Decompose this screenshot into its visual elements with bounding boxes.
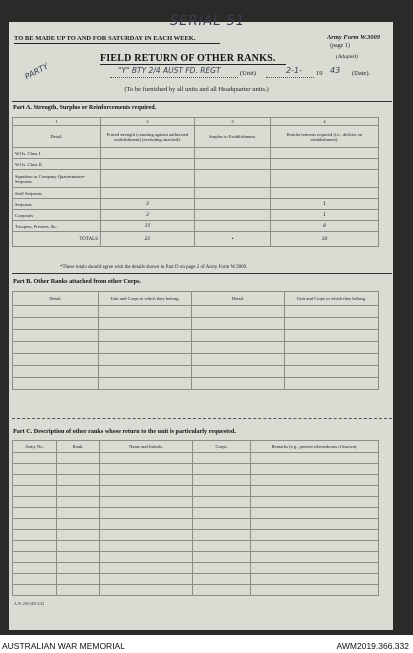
- print-code: A.W. 256 SEA 2/42: [14, 602, 45, 606]
- col-header: Detail.: [192, 292, 285, 306]
- row-detail: Troopers, Privates, &c.: [13, 221, 101, 232]
- table-row: [13, 159, 379, 170]
- col-header: Unit and Corps to which they belong.: [285, 292, 379, 306]
- row-detail: Squadron or Company Quartermaster-Serjeants: [13, 170, 101, 188]
- col-header: Remarks (e.g., present whereabouts if known).: [251, 441, 379, 453]
- surplus-cell: [195, 170, 271, 188]
- row-detail: Serjeants: [13, 199, 101, 210]
- table-row: [13, 188, 379, 199]
- surplus-cell: [195, 188, 271, 199]
- tear-line: [12, 418, 392, 419]
- instruction-underline: [14, 43, 220, 44]
- surplus-cell: [195, 159, 271, 170]
- table-row: [13, 330, 379, 342]
- totals-posted: 21: [101, 232, 195, 247]
- reinf-cell: [271, 170, 379, 188]
- part-b-rule: [12, 273, 392, 274]
- table-row: [13, 552, 379, 563]
- year-prefix: 19: [316, 70, 323, 77]
- col-header: Posted strength (counting against authorised establishment) (excluding attached).: [101, 126, 195, 148]
- title-underline: [100, 64, 286, 65]
- table-row: [13, 519, 379, 530]
- col-header: Surplus to Establishment.: [195, 126, 271, 148]
- surplus-cell: [195, 199, 271, 210]
- party-annotation: PARTY: [23, 61, 50, 82]
- table-row: [13, 563, 379, 574]
- table-row: [13, 585, 379, 596]
- surplus-cell: [195, 148, 271, 159]
- col-header: Army No.: [13, 441, 57, 453]
- table-row: [13, 148, 379, 159]
- totals-reinf: 10: [271, 232, 379, 247]
- unit-dotline: [110, 77, 238, 78]
- table-row: [13, 342, 379, 354]
- table-row: [13, 306, 379, 318]
- furnish-note: (To be furnished by all units and all Headquarter units.): [124, 86, 269, 93]
- table-row: [13, 497, 379, 508]
- part-c-heading: Part C. Description of other ranks whose return to the unit is particularly requested.: [13, 428, 236, 435]
- table-row: [13, 354, 379, 366]
- unit-entry: "Y" BTY 2/4 AUST FD. REGT: [118, 66, 221, 75]
- surplus-cell: [195, 210, 271, 221]
- posted-cell: [101, 159, 195, 170]
- posted-cell: 3: [101, 199, 195, 210]
- table-row: [13, 486, 379, 497]
- instruction-line: TO BE MADE UP TO AND FOR SATURDAY IN EACH WEEK.: [14, 35, 196, 42]
- archive-accession: AWM2019.366.332: [336, 641, 409, 651]
- table-row: [13, 453, 379, 464]
- part-b-heading: Part B. Other Ranks attached from other Corps.: [13, 278, 142, 285]
- form-title: FIELD RETURN OF OTHER RANKS.: [100, 53, 276, 64]
- col-header: Detail.: [13, 292, 99, 306]
- posted-cell: 15: [101, 221, 195, 232]
- totals-surplus: •: [195, 232, 271, 247]
- table-row: [13, 464, 379, 475]
- table-row: [13, 530, 379, 541]
- table-row: [13, 541, 379, 552]
- table-row: [13, 210, 379, 221]
- surplus-cell: [195, 221, 271, 232]
- reinf-cell: 1: [271, 199, 379, 210]
- col-number: 2: [101, 118, 195, 126]
- table-row: [13, 221, 379, 232]
- table-row: [13, 366, 379, 378]
- col-header: Name and Initials.: [100, 441, 193, 453]
- part-a-rule: [12, 101, 392, 102]
- col-header: Corps.: [193, 441, 251, 453]
- col-header: Detail.: [13, 126, 101, 148]
- form-id: Army Form W.3009: [326, 34, 380, 41]
- posted-cell: 3: [101, 210, 195, 221]
- col-header: Rank.: [57, 441, 100, 453]
- reinf-cell: [271, 148, 379, 159]
- part-c-table: [12, 440, 379, 596]
- row-detail: Staff Serjeants: [13, 188, 101, 199]
- totals-label: TOTALS: [13, 232, 101, 247]
- reinf-cell: [271, 159, 379, 170]
- col-header: Reinforcements required (i.e., deficits on establishment).: [271, 126, 379, 148]
- row-detail: W.Os. Class II.: [13, 159, 101, 170]
- date-entry: 2-1-: [286, 66, 302, 75]
- posted-cell: [101, 188, 195, 199]
- date-dotline: [266, 77, 314, 78]
- col-number: 3: [195, 118, 271, 126]
- reinf-cell: 8: [271, 221, 379, 232]
- reinf-cell: [271, 188, 379, 199]
- col-number: 4: [271, 118, 379, 126]
- part-b-table: [12, 291, 379, 390]
- totals-footnote: *These totals should agree with the details shown in Part D on page 2 of Army Form W.3009.: [60, 265, 248, 270]
- table-row: [13, 475, 379, 486]
- reinf-cell: 1: [271, 210, 379, 221]
- col-header: Unit and Corps to which they belong.: [99, 292, 192, 306]
- page-number: (page 1): [330, 43, 350, 49]
- adapted-label: (Adapted): [336, 54, 358, 60]
- table-row: [13, 574, 379, 585]
- part-a-heading: Part A. Strength, Surplus or Reinforcements required.: [13, 104, 157, 111]
- totals-row: [13, 232, 379, 247]
- part-a-table: [12, 117, 379, 247]
- date-label: (Date).: [352, 70, 371, 77]
- archive-caption: AUSTRALIAN WAR MEMORIAL: [2, 641, 125, 651]
- posted-cell: [101, 170, 195, 188]
- year-entry: 43: [330, 66, 341, 75]
- col-number: 1: [13, 118, 101, 126]
- unit-label: (Unit): [240, 70, 256, 77]
- row-detail: W.Os. Class I.: [13, 148, 101, 159]
- table-row: [13, 199, 379, 210]
- table-row: [13, 318, 379, 330]
- table-row: [13, 378, 379, 390]
- table-row: [13, 508, 379, 519]
- serial-annotation: SERIAL 51: [170, 14, 246, 29]
- posted-cell: [101, 148, 195, 159]
- row-detail: Corporals: [13, 210, 101, 221]
- table-row: [13, 170, 379, 188]
